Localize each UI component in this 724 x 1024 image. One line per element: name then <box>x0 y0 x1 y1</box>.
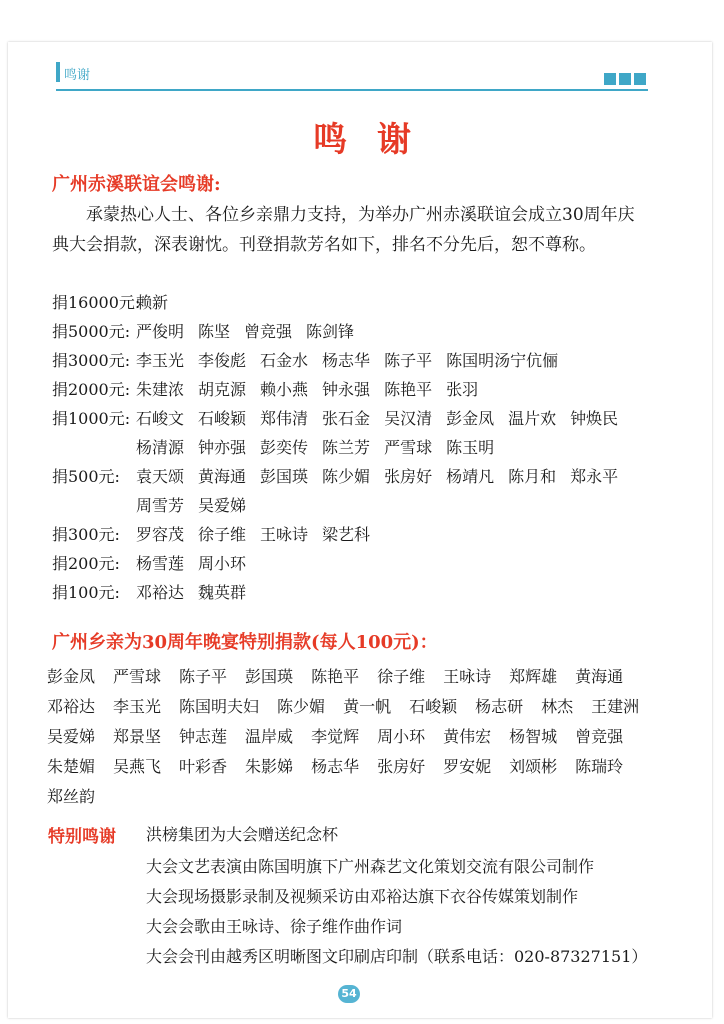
section1-heading: 广州赤溪联谊会鸣谢: <box>52 174 221 195</box>
donor-name: 魏英群 <box>198 583 247 602</box>
donor-name: 钟亦强 <box>198 438 247 457</box>
special-donor-name: 杨志研 <box>475 697 524 716</box>
donation-row <box>52 549 672 578</box>
donor-name: 邓裕达 <box>136 583 185 602</box>
donor-name: 胡克源 <box>198 380 247 399</box>
special-donor-name: 郑景坚 <box>113 727 162 746</box>
donor-name: 赖新 <box>136 293 169 312</box>
special-donor-name: 王咏诗 <box>443 667 492 686</box>
donor-names <box>136 375 656 404</box>
special-donor-name: 黄伟宏 <box>443 727 492 746</box>
donor-name: 钟焕民 <box>570 409 619 428</box>
special-donor-name: 吴燕飞 <box>113 757 162 776</box>
special-donor-name: 曾竞强 <box>575 727 624 746</box>
donor-name: 彭国瑛 <box>260 467 309 486</box>
header-squares-decoration <box>604 73 646 85</box>
special-donor-name: 钟志莲 <box>179 727 228 746</box>
donor-name: 周雪芳 <box>136 496 185 515</box>
special-donor-name: 黄一帆 <box>343 697 392 716</box>
donor-name: 罗容茂 <box>136 525 185 544</box>
donation-row <box>52 462 672 520</box>
special-donor-name: 陈子平 <box>179 667 228 686</box>
special-donor-list <box>47 662 667 812</box>
donor-names <box>136 404 656 462</box>
special-donor-name: 石峻颖 <box>409 697 458 716</box>
donation-row <box>52 578 672 607</box>
donor-name: 温片欢 <box>508 409 557 428</box>
special-donor-name: 杨智城 <box>509 727 558 746</box>
section2-heading: 广州乡亲为30周年晚宴特别捐款(每人100元)： <box>52 632 438 653</box>
special-donor-name: 郑辉雄 <box>509 667 558 686</box>
donor-names <box>136 549 656 578</box>
special-donor-name: 邓裕达 <box>47 697 96 716</box>
special-donor-name: 郑丝韵 <box>47 787 96 806</box>
special-donor-name: 徐子维 <box>377 667 426 686</box>
donor-name: 吴爱娣 <box>198 496 247 515</box>
special-donor-name: 李玉光 <box>113 697 162 716</box>
donor-name: 杨靖凡 <box>446 467 495 486</box>
donation-amount: 捐500元: <box>52 467 120 486</box>
special-donor-name: 严雪球 <box>113 667 162 686</box>
donor-name: 杨雪莲 <box>136 554 185 573</box>
donor-name: 陈玉明 <box>446 438 495 457</box>
donor-name: 黄海通 <box>198 467 247 486</box>
donation-amount: 捐5000元: <box>52 322 131 341</box>
donor-name: 赖小燕 <box>260 380 309 399</box>
page-title: 鸣谢 <box>313 120 441 160</box>
special-donor-name: 陈少媚 <box>277 697 326 716</box>
special-thanks-line: 大会现场摄影录制及视频采访由邓裕达旗下衣谷传媒策划制作 <box>146 887 579 906</box>
special-donor-name: 罗安妮 <box>443 757 492 776</box>
donation-row <box>52 346 672 375</box>
donor-name: 李玉光 <box>136 351 185 370</box>
special-thanks-label: 特别鸣谢 <box>48 827 116 847</box>
special-donor-name: 陈国明夫妇 <box>179 697 260 716</box>
donation-amount: 捐200元: <box>52 554 120 573</box>
special-donor-name: 吴爱娣 <box>47 727 96 746</box>
donation-row <box>52 317 672 346</box>
donor-name: 陈坚 <box>198 322 231 341</box>
donor-name: 石峻颖 <box>198 409 247 428</box>
donor-name: 陈兰芳 <box>322 438 371 457</box>
special-donor-name: 陈瑞玲 <box>575 757 624 776</box>
donor-name: 张房好 <box>384 467 433 486</box>
donor-name: 陈国明汤宁伉俪 <box>446 351 559 370</box>
donor-name: 严俊明 <box>136 322 185 341</box>
special-donor-name: 彭金凤 <box>47 667 96 686</box>
donor-names <box>136 520 656 549</box>
special-donor-name: 朱影娣 <box>245 757 294 776</box>
donor-name: 陈艳平 <box>384 380 433 399</box>
donor-names <box>136 288 656 317</box>
donor-name: 陈剑锋 <box>306 322 355 341</box>
donor-name: 钟永强 <box>322 380 371 399</box>
donation-amount: 捐300元: <box>52 525 120 544</box>
donor-name: 朱建浓 <box>136 380 185 399</box>
donor-name: 石峻文 <box>136 409 185 428</box>
donor-name: 袁天颂 <box>136 467 185 486</box>
donor-name: 梁艺科 <box>322 525 371 544</box>
header-tab-marker <box>56 62 60 82</box>
donor-name: 杨清源 <box>136 438 185 457</box>
special-thanks-line: 大会会歌由王咏诗、徐子维作曲作词 <box>146 917 403 936</box>
special-donor-name: 黄海通 <box>575 667 624 686</box>
donor-names <box>136 317 656 346</box>
special-donor-name: 朱楚媚 <box>47 757 96 776</box>
donor-name: 彭金凤 <box>446 409 495 428</box>
page-number: 54 <box>338 985 360 1003</box>
special-donor-name: 林杰 <box>541 697 574 716</box>
donor-name: 吴汉清 <box>384 409 433 428</box>
special-donor-name: 周小环 <box>377 727 426 746</box>
special-donor-name: 刘颂彬 <box>509 757 558 776</box>
donor-name: 郑伟清 <box>260 409 309 428</box>
donor-name: 陈子平 <box>384 351 433 370</box>
donor-name: 王咏诗 <box>260 525 309 544</box>
donor-name: 张羽 <box>446 380 479 399</box>
special-donor-name: 张房好 <box>377 757 426 776</box>
special-donor-name: 温岸威 <box>245 727 294 746</box>
donation-amount: 捐3000元: <box>52 351 131 370</box>
special-donor-name: 彭国瑛 <box>245 667 294 686</box>
donation-row <box>52 520 672 549</box>
header-rule <box>56 89 648 91</box>
donor-name: 徐子维 <box>198 525 247 544</box>
special-donor-name: 叶彩香 <box>179 757 228 776</box>
donor-name: 石金水 <box>260 351 309 370</box>
donation-row <box>52 375 672 404</box>
donor-names <box>136 346 656 375</box>
donor-name: 杨志华 <box>322 351 371 370</box>
special-donor-name: 王建洲 <box>591 697 640 716</box>
special-thanks-line: 大会会刊由越秀区明晰图文印刷店印制（联系电话：020-87327151） <box>146 947 648 966</box>
donation-amount: 捐2000元: <box>52 380 131 399</box>
special-thanks-lines <box>146 852 686 972</box>
donor-name: 张石金 <box>322 409 371 428</box>
donation-amount: 捐1000元: <box>52 409 131 428</box>
section1-intro: 承蒙热心人士、各位乡亲鼎力支持，为举办广州赤溪联谊会成立30周年庆典大会捐款，深表谢忱。刊登捐款芳名如下，排名不分先后，恕不尊称。 <box>52 205 635 255</box>
donor-name: 陈少媚 <box>322 467 371 486</box>
donation-amount: 捐16000元: <box>52 293 141 312</box>
donor-names <box>136 578 656 607</box>
donation-amount: 捐100元: <box>52 583 120 602</box>
donation-row <box>52 404 672 462</box>
header-label: 鸣谢 <box>64 68 91 83</box>
donor-name: 陈月和 <box>508 467 557 486</box>
donor-name: 李俊彪 <box>198 351 247 370</box>
special-thanks-line: 洪榜集团为大会赠送纪念杯 <box>146 825 339 844</box>
donor-name: 周小环 <box>198 554 247 573</box>
donor-name: 严雪球 <box>384 438 433 457</box>
donation-row <box>52 288 672 317</box>
donor-name: 曾竞强 <box>244 322 293 341</box>
special-donor-name: 李觉辉 <box>311 727 360 746</box>
donor-name: 彭奕传 <box>260 438 309 457</box>
special-donor-name: 杨志华 <box>311 757 360 776</box>
special-thanks-line: 大会文艺表演由陈国明旗下广州森艺文化策划交流有限公司制作 <box>146 857 595 876</box>
donor-name: 郑永平 <box>570 467 619 486</box>
special-donor-name: 陈艳平 <box>311 667 360 686</box>
donor-names <box>136 462 656 520</box>
donation-list <box>52 288 672 607</box>
